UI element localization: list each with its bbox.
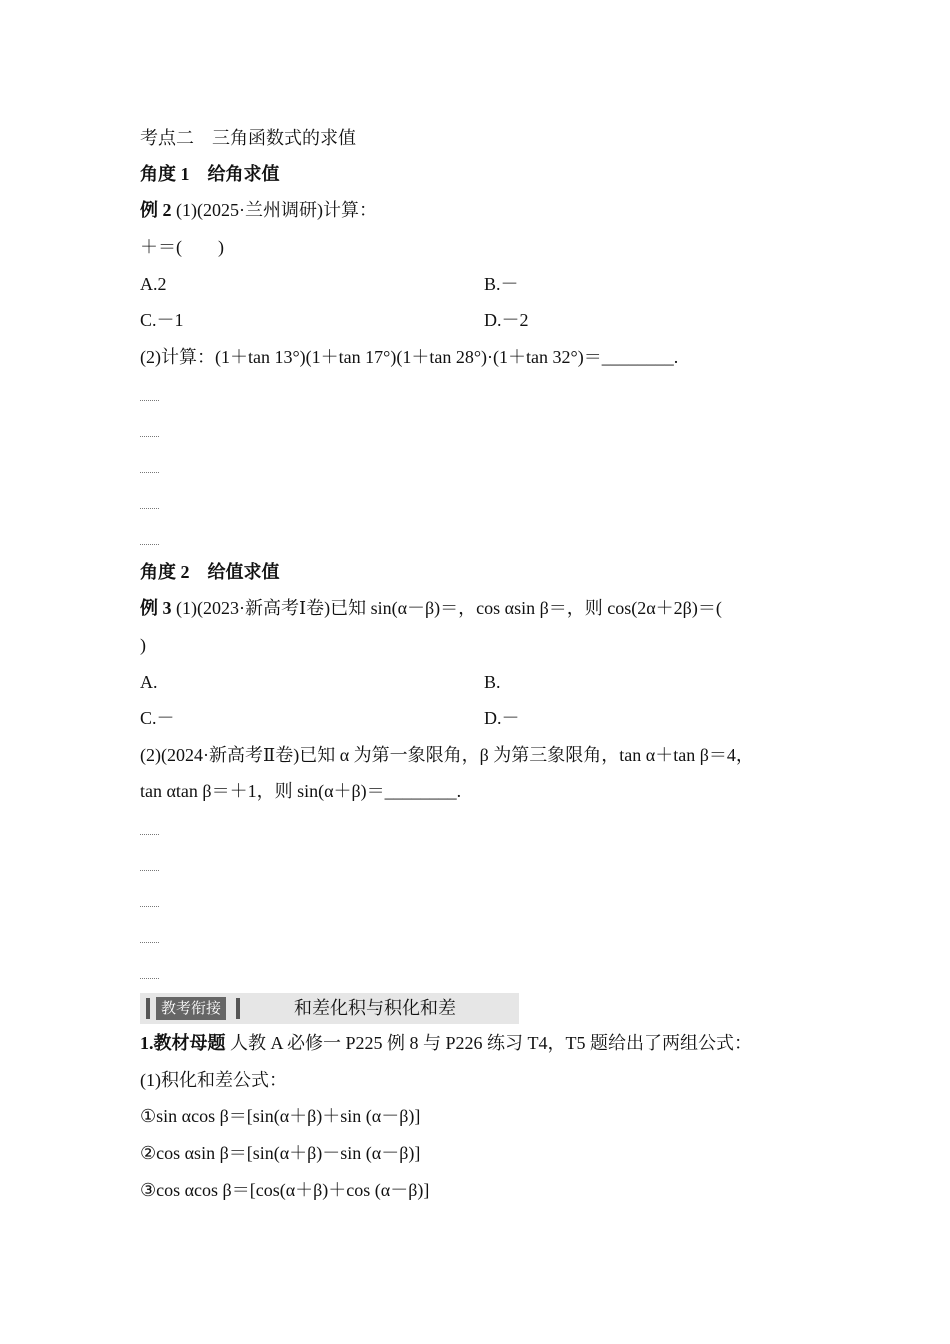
formula-1: ①sin αcos β＝[sin(α＋β)＋sin (α－β)]	[140, 1106, 421, 1126]
choice-a: A.	[140, 672, 158, 692]
choice-b: B.－	[484, 274, 519, 294]
angle2-heading: 角度 2 给值求值	[140, 562, 280, 582]
choice-d: D.－	[484, 708, 520, 728]
example3-choices-row1	[140, 671, 501, 693]
blank-line	[140, 834, 159, 835]
example2-expression: ＋＝( )	[140, 237, 224, 257]
blank-line	[140, 978, 159, 979]
example2-label: 例 2	[140, 200, 172, 220]
blank-line	[140, 870, 159, 871]
blank-line	[140, 472, 159, 473]
textbook-text: 人教 A 必修一 P225 例 8 与 P226 练习 T4，T5 题给出了两组公式：	[225, 1033, 753, 1053]
formula-2: ②cos αsin β＝[sin(α＋β)－sin (α－β)]	[140, 1143, 421, 1163]
angle1-heading: 角度 1 给角求值	[140, 164, 280, 184]
example3-label: 例 3	[140, 598, 172, 618]
example2-choices-row2	[140, 309, 529, 331]
choice-a: A.2	[140, 274, 167, 294]
choice-d: D.－2	[484, 310, 529, 330]
textbook-label: 1.教材母题	[140, 1033, 226, 1053]
textbook-sub: (1)积化和差公式：	[140, 1070, 287, 1090]
banner-bar-right	[236, 998, 240, 1019]
example3-line	[140, 597, 722, 619]
example2-line	[140, 199, 377, 221]
blank-line	[140, 508, 159, 509]
example3-part2-line1: (2)(2024·新高考Ⅱ卷)已知 α 为第一象限角，β 为第三象限角，tan α＋tan β＝4，	[140, 745, 754, 765]
choice-c: C.－	[140, 708, 175, 728]
example3-choices-row2	[140, 707, 520, 729]
example3-text: (1)(2023·新高考Ⅰ卷)已知 sin(α－β)＝，cos αsin β＝，则 cos(2α＋2β)＝(	[171, 598, 722, 618]
choice-c: C.－1	[140, 310, 184, 330]
section-title: 考点二 三角函数式的求值	[140, 128, 356, 148]
formula-3: ③cos αcos β＝[cos(α＋β)＋cos (α－β)]	[140, 1180, 430, 1200]
textbook-line	[140, 1032, 752, 1054]
blank-line	[140, 942, 159, 943]
blank-line	[140, 906, 159, 907]
banner-tag: 教考衔接	[156, 997, 226, 1020]
blank-line	[140, 436, 159, 437]
blank-line	[140, 544, 159, 545]
blank-line	[140, 400, 159, 401]
choice-b: B.	[484, 672, 501, 692]
example3-cont: )	[140, 635, 146, 655]
example2-part2: (2)计算：(1＋tan 13°)(1＋tan 17°)(1＋tan 28°)·(1＋tan 32°)＝________.	[140, 347, 679, 367]
example2-choices-row1	[140, 273, 519, 295]
banner-title: 和差化积与积化和差	[294, 998, 456, 1018]
example2-text: (1)(2025·兰州调研)计算：	[171, 200, 377, 220]
banner-bar-left	[146, 998, 150, 1019]
section-banner	[140, 993, 519, 1024]
example3-part2-line2: tan αtan β＝＋1，则 sin(α＋β)＝________.	[140, 781, 462, 801]
